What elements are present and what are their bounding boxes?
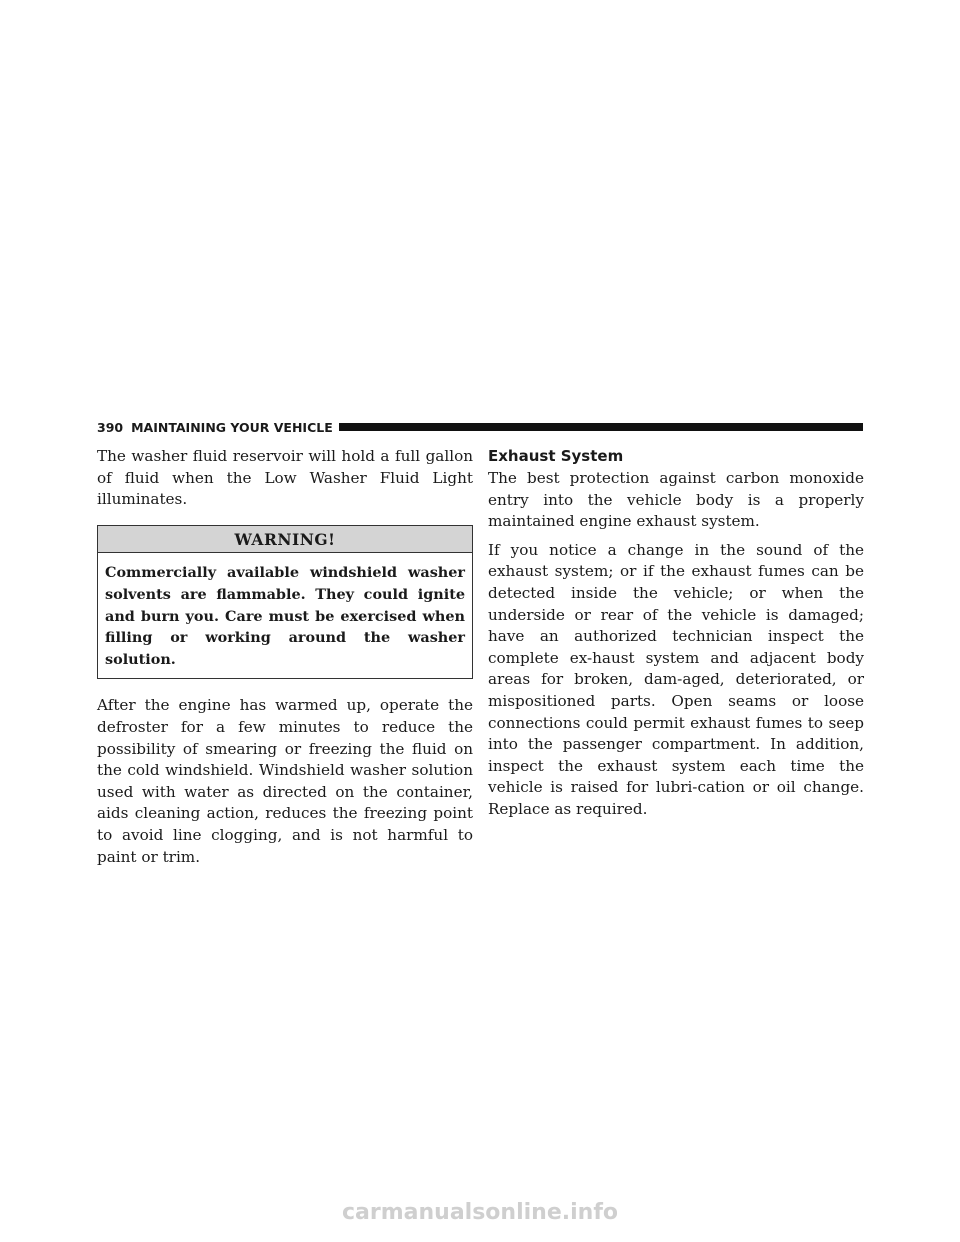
warning-text: Commercially available windshield washer solvents are flammable. They could ignite and burn you. Care must be exercised when filling or working around the washer solution. <box>105 564 465 668</box>
exhaust-protection-paragraph: The best protection against carbon monoxide entry into the vehicle body is a properly maintained engine exhaust system. <box>488 469 864 531</box>
washer-fluid-paragraph: The washer fluid reservoir will hold a full gallon of fluid when the Low Washer Fluid Light illuminates. <box>97 447 473 509</box>
watermark: carmanualsonline.info <box>342 1200 618 1225</box>
header-rule <box>339 423 863 431</box>
right-column <box>488 446 864 821</box>
left-column <box>97 446 473 868</box>
exhaust-system-heading: Exhaust System <box>488 447 624 465</box>
defroster-paragraph: After the engine has warmed up, operate the defroster for a few minutes to reduce the possibility of smearing or freezing the fluid on the cold windshield. Windshield washer solution used with water as directed on the container, aids cleaning action, reduces the freezing point to avoid line clogging, and is not harmful to paint or trim. <box>97 696 473 866</box>
page-header <box>97 417 863 437</box>
exhaust-inspection-paragraph: If you notice a change in the sound of the exhaust system; or if the exhaust fumes can be detected inside the vehicle; or when the underside or rear of the vehicle is damaged; have an authorized technician inspect the complete ex-haust system and adjacent body areas for broken, dam-aged, deteriorated, or mispositioned parts. Open seams or loose connections could permit exhaust fumes to seep into the passenger compartment. In addition, inspect the exhaust system each time the vehicle is raised for lubri-cation or oil change. Replace as required. <box>488 540 864 818</box>
page-number: 390 <box>97 419 124 435</box>
warning-box <box>97 525 473 680</box>
warning-title: WARNING! <box>98 526 472 554</box>
section-title: MAINTAINING YOUR VEHICLE <box>131 419 333 435</box>
